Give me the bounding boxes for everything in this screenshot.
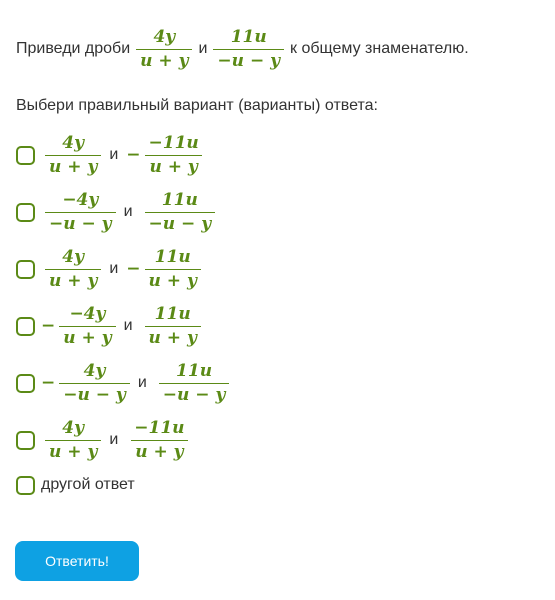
fraction-numerator: −11u bbox=[148, 132, 199, 153]
option-fraction-b bbox=[145, 246, 201, 291]
option-fraction-a bbox=[59, 360, 130, 405]
answer-option-3[interactable] bbox=[16, 244, 201, 294]
option-fraction-a bbox=[45, 132, 101, 177]
option-and: и bbox=[109, 431, 119, 448]
option-and: и bbox=[123, 203, 133, 220]
answer-option-2[interactable] bbox=[16, 187, 215, 237]
option-fraction-a bbox=[59, 303, 115, 348]
fraction-denominator: −u − y bbox=[145, 212, 216, 233]
other-answer-label: другой ответ bbox=[41, 476, 135, 493]
fraction-denominator: u + y bbox=[45, 155, 101, 176]
fraction-numerator: −11u bbox=[134, 417, 185, 438]
option-sign-b: − bbox=[126, 145, 141, 165]
fraction-numerator: 4y bbox=[83, 360, 106, 381]
option-and: и bbox=[123, 317, 133, 334]
fraction-numerator: 11u bbox=[161, 189, 198, 210]
fraction-denominator: u + y bbox=[145, 155, 201, 176]
option-checkbox[interactable] bbox=[16, 146, 35, 165]
fraction-numerator: 4y bbox=[153, 26, 176, 47]
fraction-numerator: 4y bbox=[62, 132, 85, 153]
option-and: и bbox=[109, 146, 119, 163]
question-and: и bbox=[198, 40, 208, 57]
fraction-numerator: 11u bbox=[230, 26, 267, 47]
fraction-numerator: 4y bbox=[62, 246, 85, 267]
fraction-numerator: 11u bbox=[154, 246, 191, 267]
fraction-denominator: −u − y bbox=[213, 49, 284, 70]
fraction-numerator: 11u bbox=[154, 303, 191, 324]
answer-option-1[interactable] bbox=[16, 130, 203, 180]
option-checkbox[interactable] bbox=[16, 203, 35, 222]
option-checkbox[interactable] bbox=[16, 317, 35, 336]
answer-option-6[interactable] bbox=[16, 415, 189, 465]
fraction-denominator: u + y bbox=[136, 49, 192, 70]
option-fraction-a bbox=[45, 189, 116, 234]
fraction-denominator: u + y bbox=[145, 269, 201, 290]
option-checkbox[interactable] bbox=[16, 431, 35, 450]
answer-option-4[interactable] bbox=[16, 301, 201, 351]
fraction-denominator: −u − y bbox=[59, 383, 130, 404]
fraction-denominator: −u − y bbox=[45, 212, 116, 233]
option-checkbox[interactable] bbox=[16, 476, 35, 495]
option-checkbox[interactable] bbox=[16, 374, 35, 393]
fraction-denominator: u + y bbox=[45, 269, 101, 290]
question-suffix: к общему знаменателю. bbox=[290, 40, 469, 57]
fraction-denominator: u + y bbox=[131, 440, 187, 461]
answer-prompt: Выбери правильный вариант (варианты) ответа: bbox=[16, 97, 378, 114]
option-fraction-a bbox=[45, 246, 101, 291]
answer-option-other[interactable] bbox=[16, 474, 135, 496]
fraction-numerator: 4y bbox=[62, 417, 85, 438]
option-sign-a: − bbox=[41, 373, 56, 393]
fraction-denominator: u + y bbox=[59, 326, 115, 347]
option-fraction-a bbox=[45, 417, 101, 462]
option-checkbox[interactable] bbox=[16, 260, 35, 279]
question-fraction-2 bbox=[213, 26, 284, 71]
question-prefix: Приведи дроби bbox=[16, 40, 131, 57]
fraction-numerator: −4y bbox=[69, 303, 106, 324]
answer-option-5[interactable] bbox=[16, 358, 229, 408]
option-fraction-b bbox=[145, 132, 203, 177]
question-line bbox=[16, 24, 475, 74]
option-sign-b: − bbox=[126, 259, 141, 279]
option-and: и bbox=[109, 260, 119, 277]
option-sign-a: − bbox=[41, 316, 56, 336]
option-fraction-b bbox=[130, 417, 188, 462]
option-fraction-b bbox=[159, 360, 230, 405]
submit-button[interactable]: Ответить! bbox=[15, 541, 139, 581]
option-and: и bbox=[137, 374, 147, 391]
question-fraction-1 bbox=[136, 26, 192, 71]
fraction-numerator: 11u bbox=[176, 360, 213, 381]
fraction-denominator: u + y bbox=[145, 326, 201, 347]
fraction-denominator: u + y bbox=[45, 440, 101, 461]
fraction-denominator: −u − y bbox=[159, 383, 230, 404]
option-fraction-b bbox=[145, 189, 216, 234]
option-fraction-b bbox=[145, 303, 201, 348]
fraction-numerator: −4y bbox=[62, 189, 99, 210]
